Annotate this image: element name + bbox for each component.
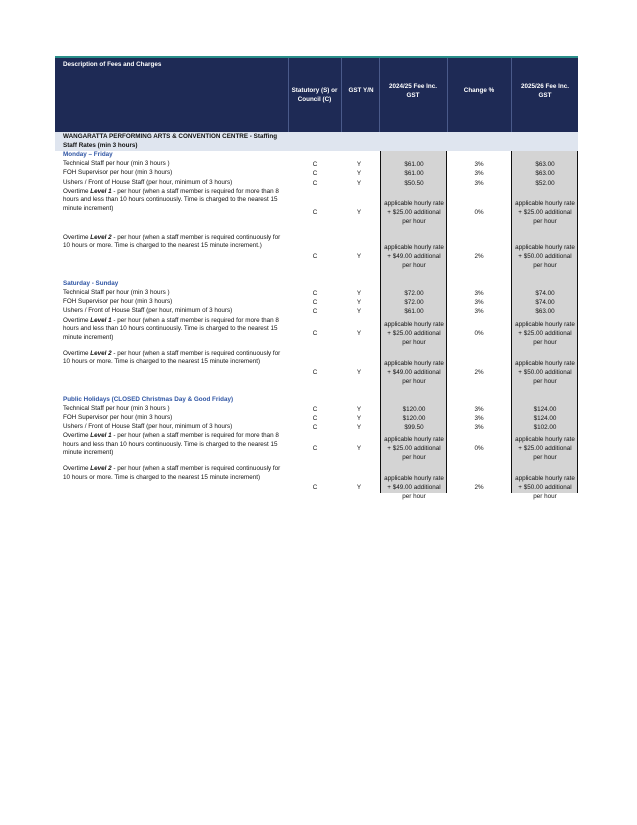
- change-cell: 2%: [474, 252, 484, 260]
- row-description: Technical Staff per hour (min 3 hours ): [63, 160, 170, 168]
- fee-2025-26-cell: applicable hourly rate + $25.00 additional per hour: [515, 320, 575, 346]
- statutory-cell: C: [312, 368, 318, 376]
- fees-table: [55, 56, 578, 501]
- gst-cell: Y: [356, 299, 362, 307]
- overtime-level: Level 2: [90, 349, 112, 357]
- table-row: [55, 423, 578, 432]
- fee-2025-26-cell: $63.00: [535, 308, 555, 316]
- statutory-cell: C: [312, 445, 318, 453]
- overtime-row: [55, 465, 578, 501]
- header-divider: [447, 58, 448, 132]
- statutory-cell: C: [312, 161, 318, 169]
- fee-2025-26-cell: applicable hourly rate + $50.00 additional per hour: [515, 359, 575, 385]
- fee-2024-25-cell: applicable hourly rate + $49.00 additional per hour: [384, 359, 444, 385]
- overtime-detail: - per hour (when a staff member is required continuously for 10 hours or more. Time is charged to the nearest 15 minute increment.): [63, 233, 281, 250]
- table-row: [55, 289, 578, 298]
- table-row: [55, 160, 578, 169]
- overtime-row: [55, 234, 578, 270]
- change-cell: 3%: [474, 179, 484, 187]
- row-description: [63, 465, 287, 482]
- group-heading: Public Holidays (CLOSED Christmas Day & Good Friday): [63, 395, 234, 403]
- row-description: Technical Staff per hour (min 3 hours ): [63, 288, 170, 296]
- overtime-level: Level 2: [90, 465, 112, 473]
- overtime-level: Level 1: [90, 316, 112, 324]
- fee-2024-25-cell: $99.50: [404, 424, 424, 432]
- fee-2025-26-cell: applicable hourly rate + $25.00 additional per hour: [515, 436, 575, 462]
- row-description: [63, 350, 287, 367]
- group-heading-row: [55, 396, 578, 405]
- statutory-cell: C: [312, 405, 318, 413]
- overtime-prefix: Overtime: [63, 432, 91, 440]
- gst-cell: Y: [356, 308, 362, 316]
- fee-2025-26-cell: $102.00: [533, 424, 557, 432]
- fee-2024-25-cell: applicable hourly rate + $25.00 additional per hour: [384, 199, 444, 225]
- rate-groups: [55, 151, 578, 501]
- gst-cell: Y: [356, 170, 362, 178]
- table-row: [55, 179, 578, 188]
- fee-2024-25-cell: $50.50: [404, 179, 424, 187]
- fee-2025-26-cell: $63.00: [535, 170, 555, 178]
- overtime-detail: - per hour (when a staff member is required for more than 8 hours and less than 10 hours continuously. Time is charged to the nearest 15 minute increment): [63, 316, 279, 341]
- overtime-level: Level 2: [90, 233, 112, 241]
- statutory-cell: C: [312, 329, 318, 337]
- section-title-row: [55, 132, 578, 142]
- gst-cell: Y: [356, 405, 362, 413]
- fee-2025-26-cell: $63.00: [535, 161, 555, 169]
- fee-2025-26-cell: $74.00: [535, 289, 555, 297]
- change-cell: 0%: [474, 445, 484, 453]
- gst-cell: Y: [356, 161, 362, 169]
- overtime-detail: - per hour (when a staff member is required for more than 8 hours and less than 10 hours continuously. Time is charged to the nearest 15 minute increment): [63, 432, 279, 457]
- change-cell: 3%: [474, 299, 484, 307]
- header-statutory: Statutory (S) or Council (C): [291, 87, 338, 103]
- statutory-cell: C: [312, 299, 318, 307]
- overtime-level: Level 1: [90, 432, 112, 440]
- section-subtitle: Staff Rates (min 3 hours): [63, 142, 138, 149]
- fee-2025-26-cell: $124.00: [533, 405, 557, 413]
- fee-2024-25-cell: $61.00: [404, 308, 424, 316]
- change-cell: 2%: [474, 484, 484, 492]
- change-cell: 3%: [474, 289, 484, 297]
- overtime-row: [55, 350, 578, 386]
- statutory-cell: C: [312, 179, 318, 187]
- change-cell: 3%: [474, 414, 484, 422]
- header-fee-2025-26: 2025/26 Fee Inc. GST: [521, 83, 569, 99]
- statutory-cell: C: [312, 424, 318, 432]
- gst-cell: Y: [356, 289, 362, 297]
- gst-cell: Y: [356, 484, 362, 492]
- row-description: Technical Staff per hour (min 3 hours ): [63, 404, 170, 412]
- change-cell: 3%: [474, 161, 484, 169]
- fee-2024-25-cell: $120.00: [402, 414, 426, 422]
- fee-2025-26-cell: $124.00: [533, 414, 557, 422]
- fee-2024-25-cell: $72.00: [404, 289, 424, 297]
- table-row: [55, 414, 578, 423]
- overtime-row: [55, 317, 578, 350]
- overtime-detail: - per hour (when a staff member is required for more than 8 hours and less than 10 hours continuously. Time is charged to the nearest 15 minute increment): [63, 187, 279, 212]
- statutory-cell: C: [312, 414, 318, 422]
- group-spacer: [55, 270, 578, 280]
- change-cell: 3%: [474, 424, 484, 432]
- fee-2024-25-cell: $120.00: [402, 405, 426, 413]
- statutory-cell: C: [312, 289, 318, 297]
- statutory-cell: C: [312, 208, 318, 216]
- overtime-prefix: Overtime: [63, 465, 91, 473]
- fee-2024-25-cell: $61.00: [404, 161, 424, 169]
- overtime-prefix: Overtime: [63, 349, 91, 357]
- row-description: FOH Supervisor per hour (min 3 hours): [63, 413, 173, 421]
- gst-cell: Y: [356, 424, 362, 432]
- overtime-prefix: Overtime: [63, 316, 91, 324]
- table-body: [55, 132, 578, 501]
- fee-2025-26-cell: applicable hourly rate + $50.00 additional per hour: [515, 243, 575, 269]
- row-description: FOH Supervisor per hour (min 3 hours): [63, 298, 173, 306]
- row-description: [63, 234, 287, 251]
- overtime-prefix: Overtime: [63, 233, 91, 241]
- row-description: [63, 317, 287, 343]
- group-heading-row: [55, 151, 578, 160]
- fee-2024-25-cell: applicable hourly rate + $25.00 additional per hour: [384, 320, 444, 346]
- section-title: WANGARATTA PERFORMING ARTS & CONVENTION CENTRE - Staffing: [63, 133, 278, 140]
- group-heading: Saturday - Sunday: [63, 279, 119, 287]
- table-row: [55, 307, 578, 316]
- row-description: FOH Supervisor per hour (min 3 hours): [63, 169, 173, 177]
- header-divider: [379, 58, 380, 132]
- group-heading-row: [55, 280, 578, 289]
- statutory-cell: C: [312, 170, 318, 178]
- header-divider: [341, 58, 342, 132]
- change-cell: 0%: [474, 329, 484, 337]
- overtime-prefix: Overtime: [63, 187, 91, 195]
- header-fee-2024-25: 2024/25 Fee Inc. GST: [389, 83, 437, 99]
- gst-cell: Y: [356, 368, 362, 376]
- statutory-cell: C: [312, 484, 318, 492]
- gst-cell: Y: [356, 208, 362, 216]
- fee-2025-26-cell: $74.00: [535, 299, 555, 307]
- table-header: [55, 58, 578, 132]
- row-description: Ushers / Front of House Staff (per hour, minimum of 3 hours): [63, 307, 233, 315]
- gst-cell: Y: [356, 414, 362, 422]
- gst-cell: Y: [356, 445, 362, 453]
- statutory-cell: C: [312, 252, 318, 260]
- header-change: Change %: [463, 87, 495, 94]
- gst-cell: Y: [356, 252, 362, 260]
- overtime-row: [55, 432, 578, 465]
- fee-2025-26-cell: $52.00: [535, 179, 555, 187]
- group-spacer: [55, 386, 578, 396]
- table-row: [55, 169, 578, 178]
- section-subtitle-row: [55, 142, 578, 151]
- change-cell: 3%: [474, 170, 484, 178]
- row-description: Ushers / Front of House Staff (per hour, minimum of 3 hours): [63, 178, 233, 186]
- change-cell: 3%: [474, 308, 484, 316]
- fee-2025-26-cell: applicable hourly rate + $25.00 additional per hour: [515, 199, 575, 225]
- row-description: [63, 432, 287, 458]
- overtime-detail: - per hour (when a staff member is required continuously for 10 hours or more. Time is charged to the nearest 15 minute increment): [63, 465, 281, 481]
- change-cell: 0%: [474, 208, 484, 216]
- gst-cell: Y: [356, 179, 362, 187]
- group-heading: Monday – Friday: [63, 151, 113, 158]
- table-row: [55, 405, 578, 414]
- gst-cell: Y: [356, 329, 362, 337]
- row-description: Ushers / Front of House Staff (per hour, minimum of 3 hours): [63, 423, 233, 431]
- header-description: Description of Fees and Charges: [63, 61, 162, 68]
- fee-2025-26-cell: applicable hourly rate + $50.00 additional per hour: [515, 475, 575, 501]
- change-cell: 2%: [474, 368, 484, 376]
- row-description: [63, 188, 287, 214]
- header-divider: [511, 58, 512, 132]
- change-cell: 3%: [474, 405, 484, 413]
- overtime-level: Level 1: [90, 187, 112, 195]
- overtime-detail: - per hour (when a staff member is required continuously for 10 hours or more. Time is charged to the nearest 15 minute increment): [63, 349, 281, 366]
- fee-2024-25-cell: applicable hourly rate + $49.00 additional per hour: [384, 243, 444, 269]
- statutory-cell: C: [312, 308, 318, 316]
- overtime-row: [55, 188, 578, 234]
- fee-2024-25-cell: $72.00: [404, 299, 424, 307]
- fee-2024-25-cell: applicable hourly rate + $49.00 additional per hour: [384, 475, 444, 501]
- table-row: [55, 298, 578, 307]
- fee-2024-25-cell: $61.00: [404, 170, 424, 178]
- fee-2024-25-cell: applicable hourly rate + $25.00 additional per hour: [384, 436, 444, 462]
- header-gst: GST Y/N: [348, 87, 374, 94]
